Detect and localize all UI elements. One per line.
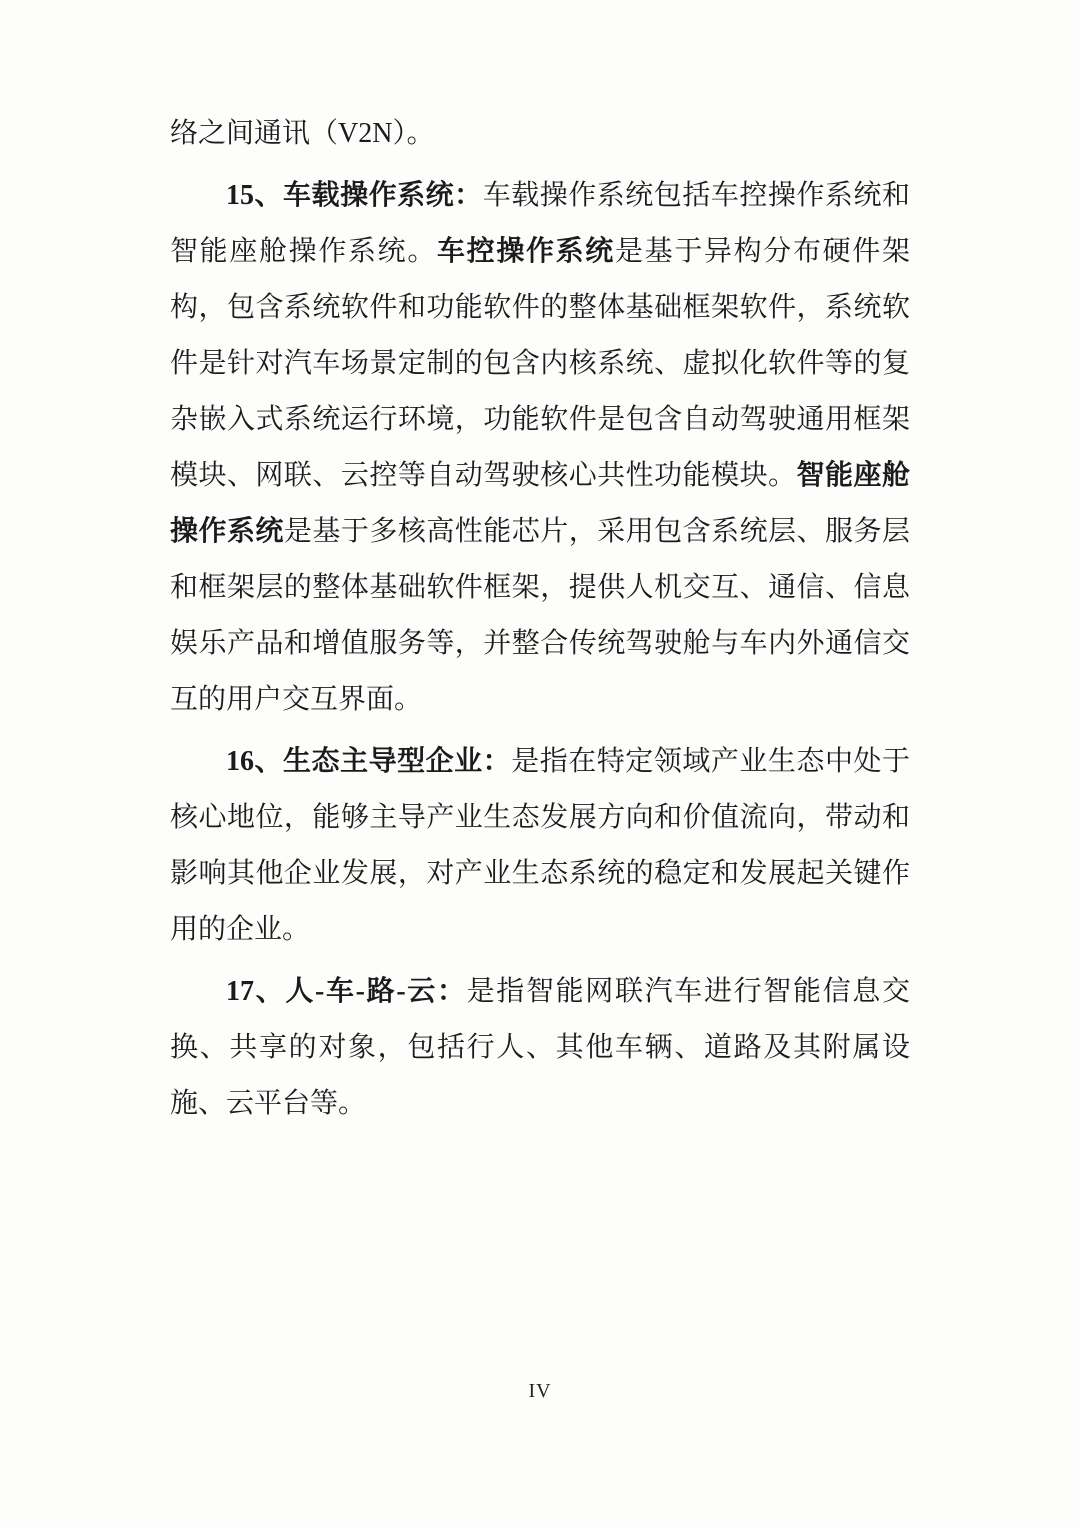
item-number-label: 15、车载操作系统： [226,180,483,211]
paragraph-item-15 [170,168,910,728]
text-run: 是基于异构分布硬件架构，包含系统软件和功能软件的整体基础框架软件，系统软件是针对汽车场景定制的包含内核系统、虚拟化软件等的复杂嵌入式系统运行环境，功能软件是包含自动驾驶通用框架模块、网联、云控等自动驾驶核心共性功能模块。 [170,236,910,491]
term-highlight: 车控操作系统 [436,236,615,267]
item-number-label: 16、生态主导型企业： [226,746,512,777]
paragraph-continuation [170,106,910,162]
text-run: 车载操作系统包括车控操作系统和智能座舱操作系统。 [170,180,910,267]
paragraph-item-17 [170,964,910,1132]
text-run: 是指在特定领域产业生态中处于核心地位，能够主导产业生态发展方向和价值流向，带动和影响其他企业发展，对产业生态系统的稳定和发展起关键作用的企业。 [170,746,910,945]
text-run: 络之间通讯（V2N）。 [170,118,435,149]
paragraph-item-16 [170,734,910,958]
page-number: IV [528,1380,552,1402]
text-run: 是指智能网联汽车进行智能信息交换、共享的对象，包括行人、其他车辆、道路及其附属设施、云平台等。 [170,976,910,1119]
body-text [170,106,910,1138]
term-highlight: 智能座舱操作系统 [170,460,910,547]
text-run: 是基于多核高性能芯片，采用包含系统层、服务层和框架层的整体基础软件框架，提供人机交互、通信、信息娱乐产品和增值服务等，并整合传统驾驶舱与车内外通信交互的用户交互界面。 [170,516,910,715]
item-number-label: 17、人-车-路-云： [226,976,467,1007]
